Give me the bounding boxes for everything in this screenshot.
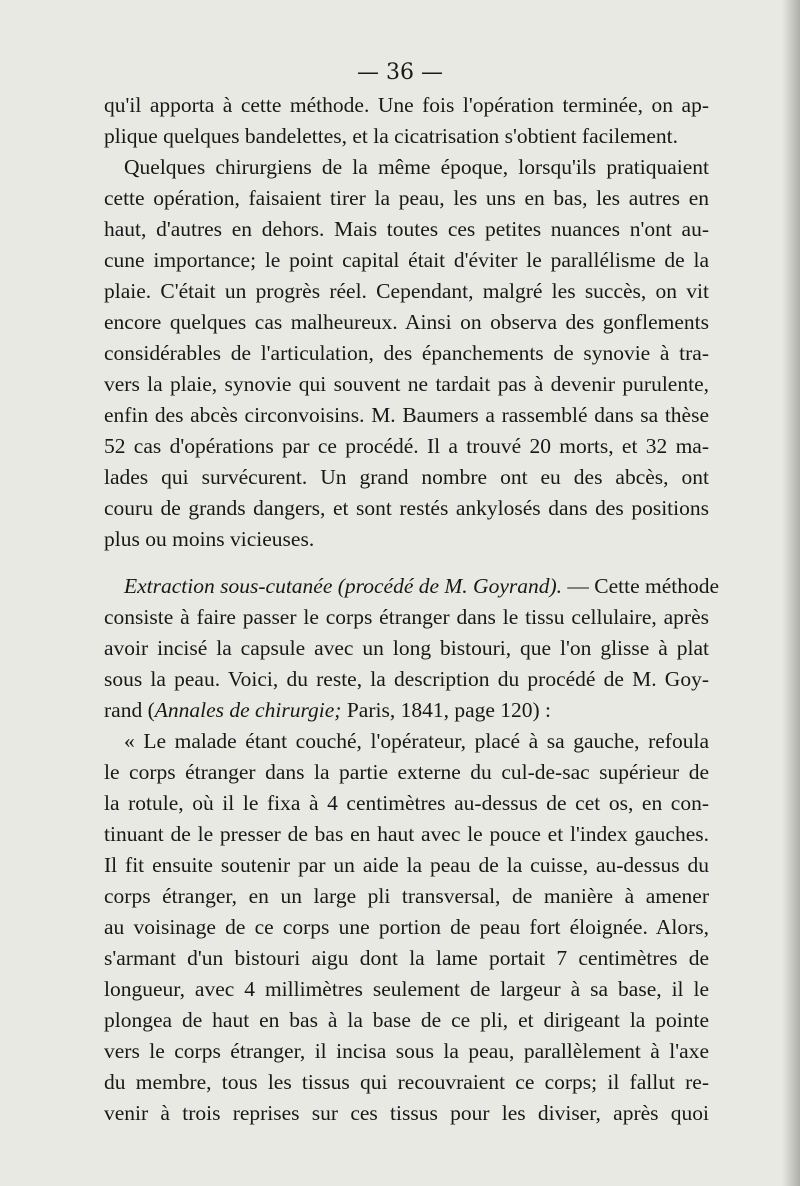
text-line (104, 571, 720, 602)
citation-italic: Annales de chirurgie; (154, 698, 342, 722)
text-line: enfin des abcès circonvoisins. M. Baumers a rassemblé dans sa thèse (104, 403, 709, 427)
text-line: haut, d'autres en dehors. Mais toutes ces petites nuances n'ont au- (104, 217, 709, 241)
text-fragment: rand ( (104, 698, 155, 722)
text-line: la rotule, où il le fixa à 4 centimètres au-dessus de cet os, en con- (104, 791, 709, 815)
body-text (104, 90, 720, 1129)
page-number: — 36 — (357, 60, 443, 85)
text-line: qu'il apporta à cette méthode. Une fois l'opération terminée, on ap- (104, 93, 709, 117)
text-line: longueur, avec 4 millimètres seulement de largeur à sa base, il le (104, 977, 709, 1001)
text-line: du membre, tous les tissus qui recouvraient ce corps; il fallut re- (104, 1070, 709, 1094)
text-line: considérables de l'articulation, des épanchements de synovie à tra- (104, 341, 709, 365)
text-line: vers la plaie, synovie qui souvent ne tardait pas à devenir purulente, (104, 372, 709, 396)
text-line: venir à trois reprises sur ces tissus pour les diviser, après quoi (104, 1101, 709, 1125)
section-heading-italic: Extraction sous-cutanée (procédé de M. Goyrand). (124, 574, 563, 598)
page-edge-shadow (782, 0, 800, 1186)
text-line: sous la peau. Voici, du reste, la description du procédé de M. Goy- (104, 667, 709, 691)
text-line: plongea de haut en bas à la base de ce pli, et dirigeant la pointe (104, 1008, 709, 1032)
text-line: Quelques chirurgiens de la même époque, lorsqu'ils pratiquaient (124, 155, 709, 179)
text-line: encore quelques cas malheureux. Ainsi on observa des gonflements (104, 310, 709, 334)
text-line: cette opération, faisaient tirer la peau, les uns en bas, les autres en (104, 186, 709, 210)
text-line: lades qui survécurent. Un grand nombre ont eu des abcès, ont (104, 465, 709, 489)
text-line: le corps étranger dans la partie externe du cul-de-sac supérieur de (104, 760, 709, 784)
text-line: plus ou moins vicieuses. (104, 527, 315, 551)
text-line: consiste à faire passer le corps étranger dans le tissu cellulaire, après (104, 605, 709, 629)
text-line: s'armant d'un bistouri aigu dont la lame portait 7 centimètres de (104, 946, 709, 970)
paragraph-3 (104, 571, 720, 726)
text-line: Il fit ensuite soutenir par un aide la peau de la cuisse, au-dessus du (104, 853, 709, 877)
text-line: tinuant de le presser de bas en haut avec le pouce et l'index gauches. (104, 822, 709, 846)
text-line: au voisinage de ce corps une portion de peau fort éloignée. Alors, (104, 915, 709, 939)
paragraph-2 (104, 152, 709, 555)
text-line: « Le malade étant couché, l'opérateur, placé à sa gauche, refoula (124, 729, 709, 753)
text-line: couru de grands dangers, et sont restés ankylosés dans des positions (104, 496, 709, 520)
text-line: 52 cas d'opérations par ce procédé. Il a trouvé 20 morts, et 32 ma- (104, 434, 709, 458)
text-line: plique quelques bandelettes, et la cicatrisation s'obtient facilement. (104, 124, 679, 148)
paragraph-4-quote (104, 726, 709, 1129)
text-fragment: Paris, 1841, page 120) : (341, 698, 552, 722)
text-line: vers le corps étranger, il incisa sous la peau, parallèlement à l'axe (104, 1039, 709, 1063)
text-line: plaie. C'était un progrès réel. Cependant, malgré les succès, on vit (104, 279, 709, 303)
text-line (104, 695, 709, 726)
text-line: cune importance; le point capital était d'éviter le parallélisme de la (104, 248, 709, 272)
text-line: corps étranger, en un large pli transversal, de manière à amener (104, 884, 709, 908)
paragraph-1 (104, 90, 709, 152)
text-line: avoir incisé la capsule avec un long bistouri, que l'on glisse à plat (104, 636, 709, 660)
text-fragment: — Cette méthode (562, 574, 720, 598)
